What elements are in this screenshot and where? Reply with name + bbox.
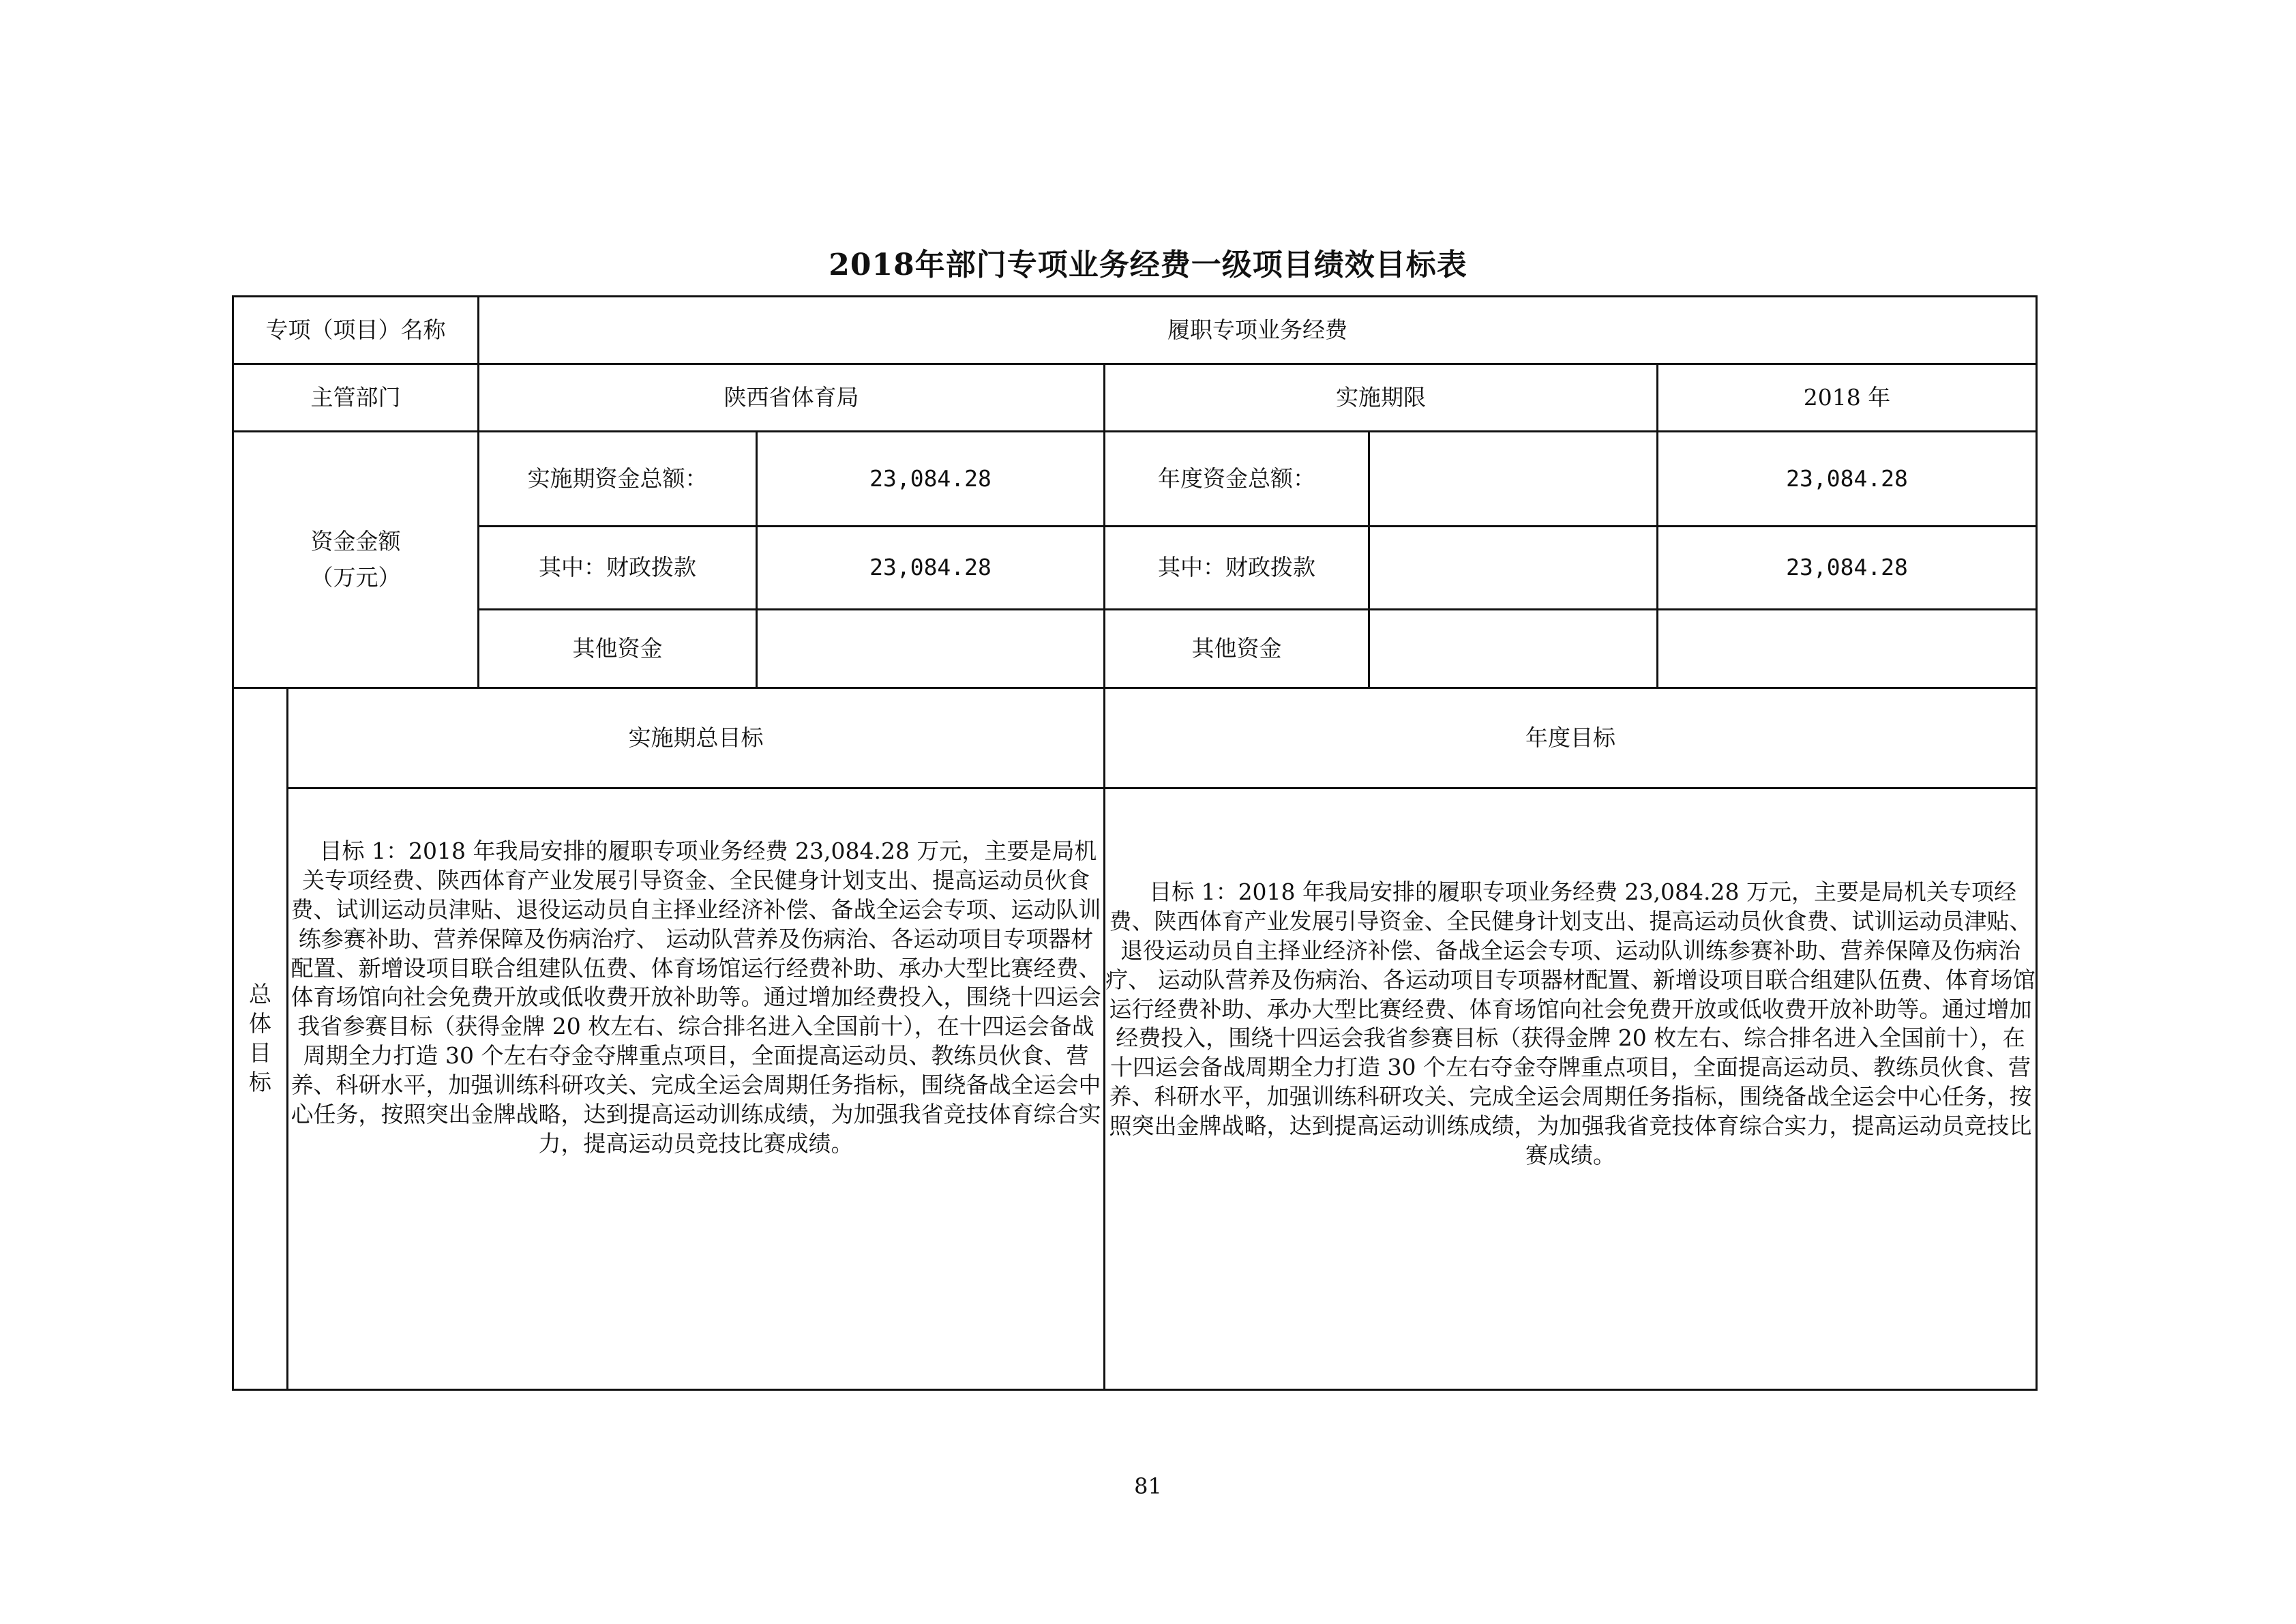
annual-fiscal-blank [1369, 527, 1658, 610]
side-label-char: 目 [249, 1039, 271, 1066]
period-other-value [757, 610, 1105, 688]
annual-fiscal-label: 其中：财政拨款 [1105, 527, 1369, 610]
period-other-label: 其他资金 [479, 610, 757, 688]
period-label: 实施期限 [1105, 364, 1658, 432]
other-funds-row [233, 610, 2037, 688]
funds-label-line1: 资金金额 [310, 527, 401, 555]
period-total-row [233, 432, 2037, 527]
fiscal-row [233, 527, 2037, 610]
overall-goal-side-label [233, 688, 288, 1390]
project-name-row [233, 297, 2037, 364]
annual-other-value [1658, 610, 2037, 688]
period-goal-text-cell [288, 788, 1105, 1390]
project-name-value: 履职专项业务经费 [479, 297, 2037, 364]
annual-total-label: 年度资金总额： [1105, 432, 1369, 527]
performance-target-table [232, 295, 2038, 1391]
period-goal-text: 目标 1：2018 年我局安排的履职专项业务经费 23,084.28 万元，主要是局机关专项经费、陕西体育产业发展引导资金、全民健身计划支出、提高运动员伙食费、试训运动员津贴、退役运动员自主择业经济补偿、备战全运会专项、运动队训练参赛补助、营养保障及伤病治疗、 运动队营养及伤病治、各运动项目专项器材配置、新增设项目联合组建队伍费、体育场馆运行经费补助、承办大型比赛经费、体育场馆向社会免费开放或低收费开放补助等。通过增加经费投入，围绕十四运会我省参赛目标（获得金牌 20 枚左右、综合排名进入全国前十），在十四运会备战周期全力打造 30 个左右夺金夺牌重点项目，全面提高运动员、教练员伙食、营养、科研水平，加强训练科研攻关、完成全运会周期任务指标，围绕备战全运会中心任务，按照突出金牌战略，达到提高运动训练成绩，为加强我省竞技体育综合实力，提高运动员竞技比赛成绩。 [290, 838, 1101, 1157]
annual-goal-text: 目标 1：2018 年我局安排的履职专项业务经费 23,084.28 万元，主要是局机关专项经费、陕西体育产业发展引导资金、全民健身计划支出、提高运动员伙食费、试训运动员津贴、退役运动员自主择业经济补偿、备战全运会专项、运动队训练参赛补助、营养保障及伤病治疗、 运动队营养及伤病治、各运动项目专项器材配置、新增设项目联合组建队伍费、体育场馆运行经费补助、承办大型比赛经费、体育场馆向社会免费开放或低收费开放补助等。通过增加经费投入，围绕十四运会我省参赛目标（获得金牌 20 枚左右、综合排名进入全国前十），在十四运会备战周期全力打造 30 个左右夺金夺牌重点项目，全面提高运动员、教练员伙食、营养、科研水平，加强训练科研攻关、完成全运会周期任务指标，围绕备战全运会中心任务，按照突出金牌战略，达到提高运动训练成绩，为加强我省竞技体育综合实力，提高运动员竞技比赛成绩。 [1105, 879, 2036, 1169]
document-title: 2018年部门专项业务经费一级项目绩效目标表 [829, 248, 1467, 282]
period-total-label: 实施期资金总额： [479, 432, 757, 527]
annual-fiscal-value: 23,084.28 [1658, 527, 2037, 610]
project-name-label: 专项（项目）名称 [233, 297, 479, 364]
period-fiscal-value: 23,084.28 [757, 527, 1105, 610]
period-value: 2018 年 [1658, 364, 2037, 432]
side-label-char: 标 [249, 1068, 271, 1095]
side-label-char: 总 [249, 981, 271, 1008]
goal-content-row [233, 788, 2037, 1390]
page-number: 81 [1134, 1473, 1162, 1499]
annual-goal-text-cell [1105, 788, 2037, 1390]
period-goal-header: 实施期总目标 [288, 688, 1105, 788]
department-value: 陕西省体育局 [479, 364, 1105, 432]
period-fiscal-label: 其中：财政拨款 [479, 527, 757, 610]
goal-header-row [233, 688, 2037, 788]
annual-total-blank [1369, 432, 1658, 527]
annual-other-blank [1369, 610, 1658, 688]
annual-other-label: 其他资金 [1105, 610, 1369, 688]
annual-total-value: 23,084.28 [1658, 432, 2037, 527]
department-label: 主管部门 [233, 364, 479, 432]
side-label-char: 体 [249, 1010, 271, 1037]
funds-label [233, 432, 479, 688]
funds-label-line2: （万元） [310, 563, 401, 591]
annual-goal-header: 年度目标 [1105, 688, 2037, 788]
department-row [233, 364, 2037, 432]
period-total-value: 23,084.28 [757, 432, 1105, 527]
